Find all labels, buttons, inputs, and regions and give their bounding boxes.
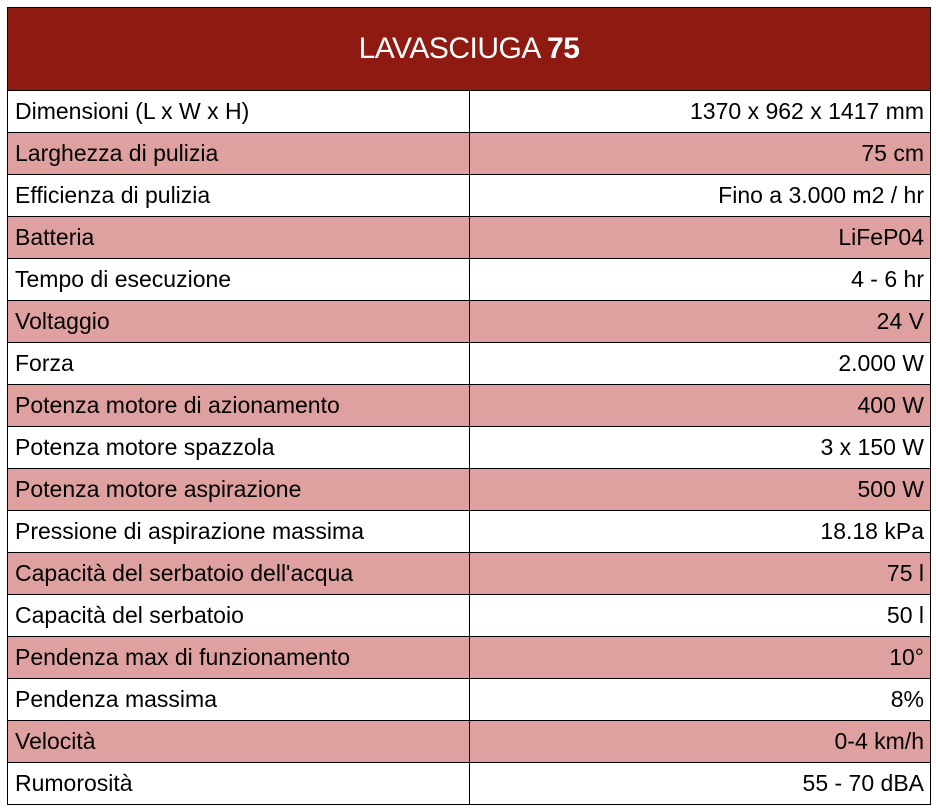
spec-label: Rumorosità [8,763,470,805]
table-row [8,217,931,259]
spec-label: Forza [8,343,470,385]
spec-value: 75 l [469,553,931,595]
spec-label: Potenza motore spazzola [8,427,470,469]
spec-label: Efficienza di pulizia [8,175,470,217]
spec-label: Voltaggio [8,301,470,343]
spec-value: 0-4 km/h [469,721,931,763]
spec-label: Dimensioni (L x W x H) [8,91,470,133]
spec-value: 1370 x 962 x 1417 mm [469,91,931,133]
table-row [8,595,931,637]
spec-label: Pendenza massima [8,679,470,721]
spec-label: Potenza motore di azionamento [8,385,470,427]
table-row [8,175,931,217]
table-row [8,385,931,427]
spec-label: Capacità del serbatoio [8,595,470,637]
spec-value: Fino a 3.000 m2 / hr [469,175,931,217]
table-row [8,91,931,133]
title-row [8,8,931,91]
title-model: 75 [547,32,580,65]
spec-value: 8% [469,679,931,721]
spec-label: Velocità [8,721,470,763]
spec-value: 4 - 6 hr [469,259,931,301]
table-row [8,679,931,721]
spec-value: 3 x 150 W [469,427,931,469]
spec-label: Tempo di esecuzione [8,259,470,301]
table-row [8,469,931,511]
title-name: LAVASCIUGA [358,32,540,65]
spec-value: 10° [469,637,931,679]
table-title [8,8,931,91]
table-row [8,133,931,175]
spec-label: Potenza motore aspirazione [8,469,470,511]
spec-table [7,7,931,805]
spec-value: 24 V [469,301,931,343]
spec-value: LiFeP04 [469,217,931,259]
table-row [8,301,931,343]
table-row [8,511,931,553]
spec-value: 75 cm [469,133,931,175]
table-row [8,721,931,763]
table-row [8,637,931,679]
spec-label: Batteria [8,217,470,259]
spec-label: Pendenza max di funzionamento [8,637,470,679]
spec-value: 400 W [469,385,931,427]
spec-label: Larghezza di pulizia [8,133,470,175]
spec-value: 500 W [469,469,931,511]
table-row [8,259,931,301]
table-row [8,427,931,469]
spec-label: Capacità del serbatoio dell'acqua [8,553,470,595]
spec-value: 2.000 W [469,343,931,385]
spec-value: 50 l [469,595,931,637]
table-row [8,763,931,805]
table-row [8,343,931,385]
spec-value: 55 - 70 dBA [469,763,931,805]
table-row [8,553,931,595]
spec-value: 18.18 kPa [469,511,931,553]
spec-label: Pressione di aspirazione massima [8,511,470,553]
